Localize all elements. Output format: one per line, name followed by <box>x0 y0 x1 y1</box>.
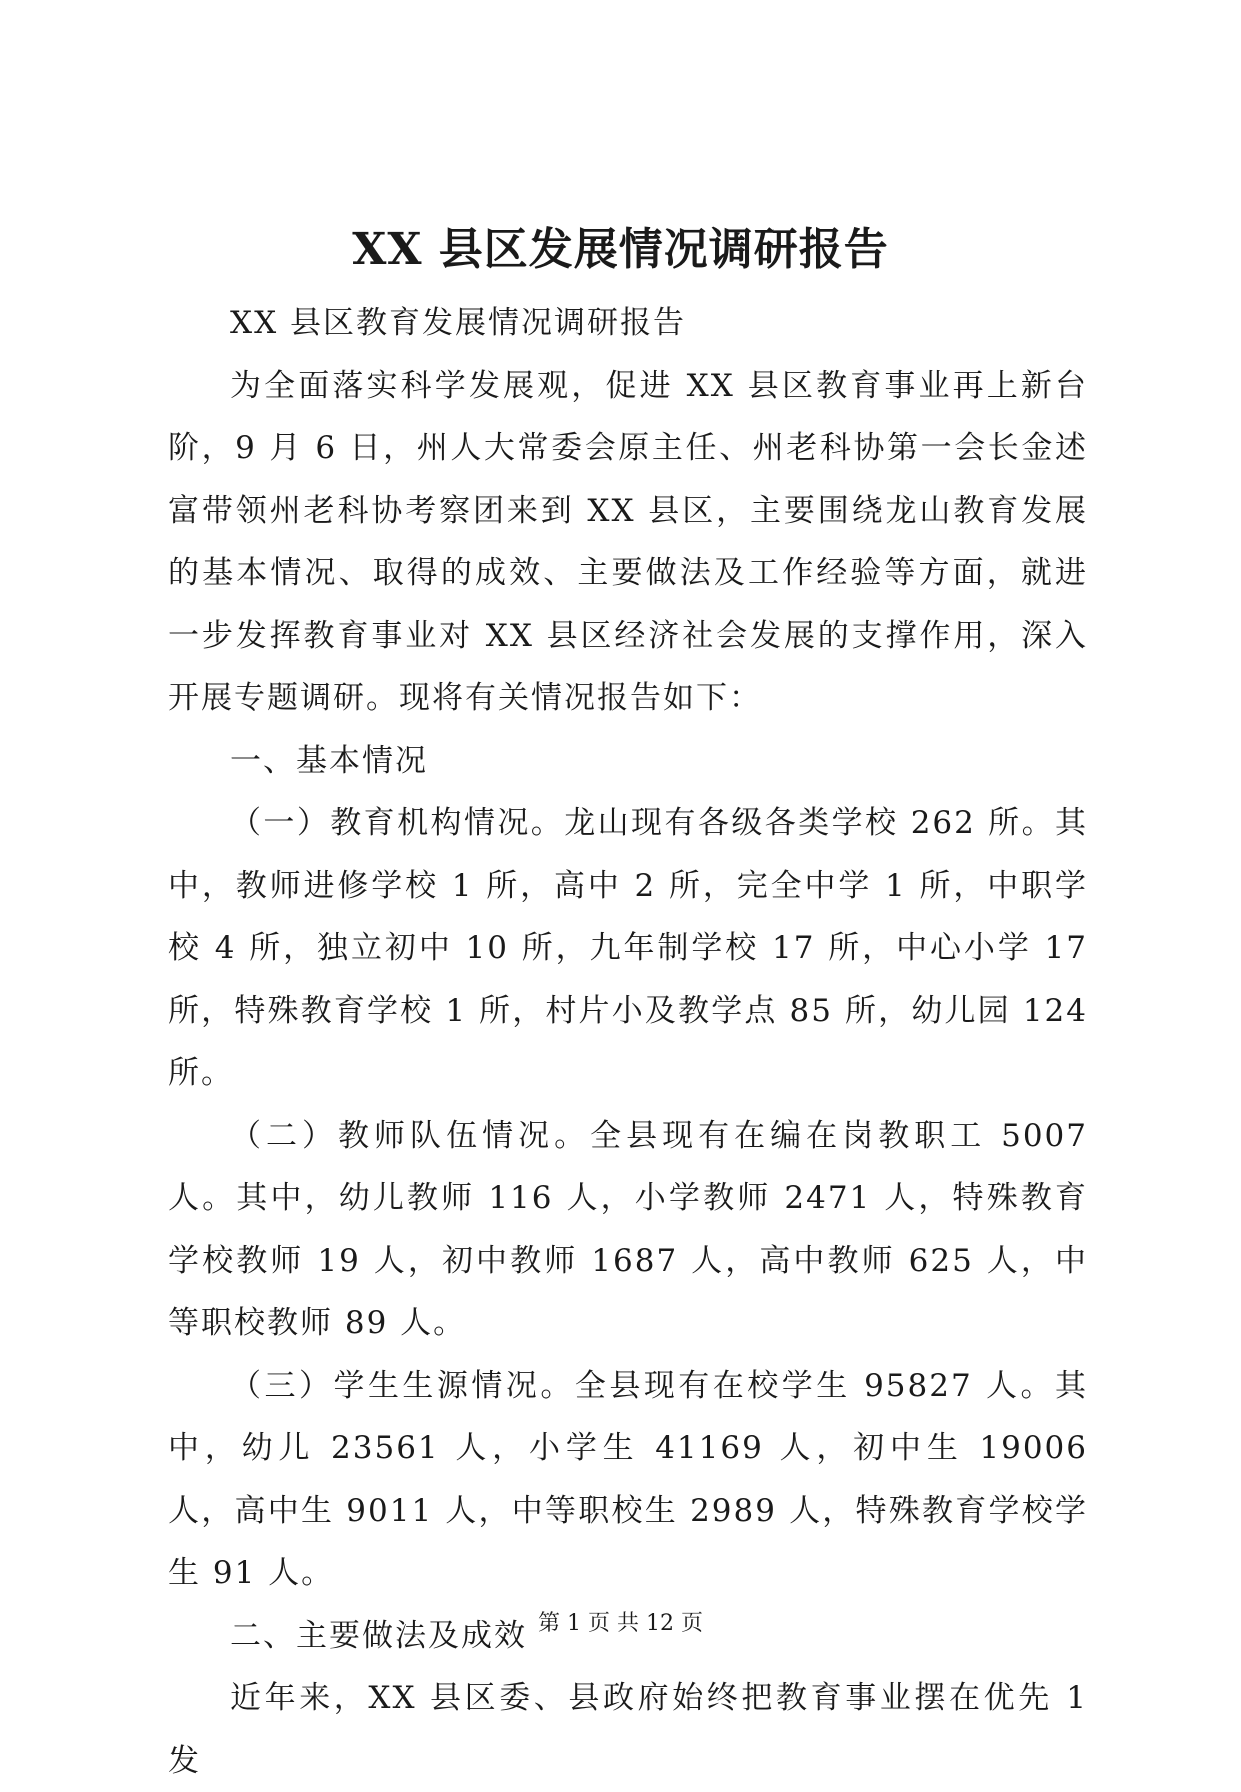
measures-paragraph: 近年来，XX 县区委、县政府始终把教育事业摆在优先 1 发 <box>168 1680 1088 1779</box>
document-title: XX 县区发展情况调研报告 <box>352 224 889 275</box>
intro-paragraph: 为全面落实科学发展观，促进 XX 县区教育事业再上新台阶，9 月 6 日，州人大常委会原主任、州老科协第一会长金述富带领州老科协考察团来到 XX 县区，主要围绕龙山教育发展的基本情况、取得的成效、主要做法及工作经验等方面，就进一步发挥教育事业对 XX 县区经济社会发展的支撑作用，深入开展专题调研。现将有关情况报告如下： <box>168 367 1088 716</box>
teachers-paragraph: （二）教师队伍情况。全县现有在编在岗教职工 5007 人。其中，幼儿教师 116 人，小学教师 2471 人，特殊教育学校教师 19 人，初中教师 1687 人，高中教师 625 人，中等职校教师 89 人。 <box>168 1117 1088 1341</box>
subtitle-paragraph: XX 县区教育发展情况调研报告 <box>230 305 686 341</box>
section-heading-measures: 二、主要做法及成效 <box>230 1617 527 1654</box>
institutions-paragraph: （一）教育机构情况。龙山现有各级各类学校 262 所。其中，教师进修学校 1 所，高中 2 所，完全中学 1 所，中职学校 4 所，独立初中 10 所，九年制学校 17 所，中心小学 17 所，特殊教育学校 1 所，村片小及教学点 85 所，幼儿园 124 所。 <box>168 805 1088 1091</box>
students-paragraph: （三）学生生源情况。全县现有在校学生 95827 人。其中，幼儿 23561 人，小学生 41169 人，初中生 19006 人，高中生 9011 人，中等职校生 2989 人，特殊教育学校学生 91 人。 <box>168 1367 1088 1591</box>
section-heading-basic: 一、基本情况 <box>230 742 428 779</box>
page-footer: 第 1 页 共 12 页 <box>538 1611 703 1636</box>
document-body <box>168 292 1088 1792</box>
